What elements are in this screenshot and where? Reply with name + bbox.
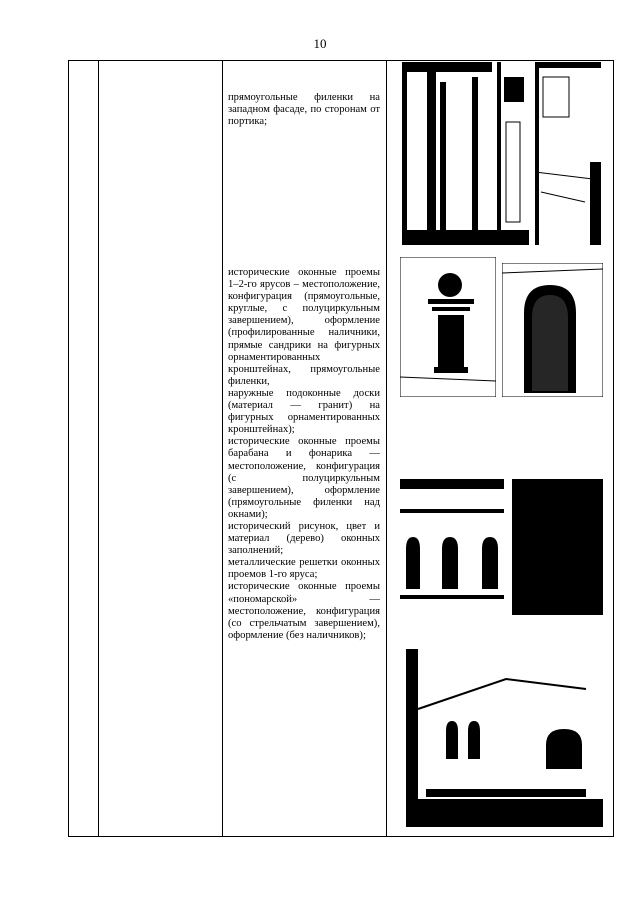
description-cell-1: [228, 92, 380, 128]
photo-arched-window: [502, 263, 603, 397]
page-number: 10: [313, 36, 327, 51]
table-col-border-1: [68, 60, 69, 837]
table-col-border-2: [98, 60, 99, 837]
description-item: металлические решетки оконных проемов 1-го яруса;: [228, 557, 380, 581]
table-col-border-4: [386, 60, 387, 837]
table-col-border-3: [222, 60, 223, 837]
description-item: исторический рисунок, цвет и материал (дерево) оконных заполнений;: [228, 520, 380, 557]
photo-west-facade-portico: [402, 62, 529, 245]
description-cell-2: [228, 267, 380, 642]
description-item: исторические оконные проемы 1–2-го ярусов – местоположение, конфигурация (прямоугольные, круглые, с полуциркульным завершением), оформление (профилированные наличники, прямые сандрики на фигурных орнаментированных кронштейнах, прямоугольные филенки,: [228, 267, 380, 387]
photo-facade-corner: [535, 62, 601, 245]
description-item: исторические оконные проемы барабана и фонарика — местоположение, конфигурация (с полуциркульным завершением), оформление (прямоугольные филенки над окнами);: [228, 436, 380, 520]
description-item: исторические оконные проемы «пономарской» — местоположение, конфигурация (со стрельчатым завершением), оформление (без наличников);: [228, 581, 380, 641]
table-top-border: [68, 60, 614, 61]
table-col-border-5: [613, 60, 614, 837]
photo-round-and-rect-windows: [400, 257, 496, 397]
photo-dark-window: [512, 479, 603, 615]
table-bottom-border: [68, 836, 614, 837]
photo-ponomarskaya: [406, 649, 603, 827]
description-item: наружные подоконные доски (материал — гранит) на фигурных орнаментированных кронштейнах);: [228, 387, 380, 436]
photo-drum-windows: [400, 479, 504, 611]
description-item: прямоугольные филенки на западном фасаде, по сторонам от портика;: [228, 92, 380, 128]
